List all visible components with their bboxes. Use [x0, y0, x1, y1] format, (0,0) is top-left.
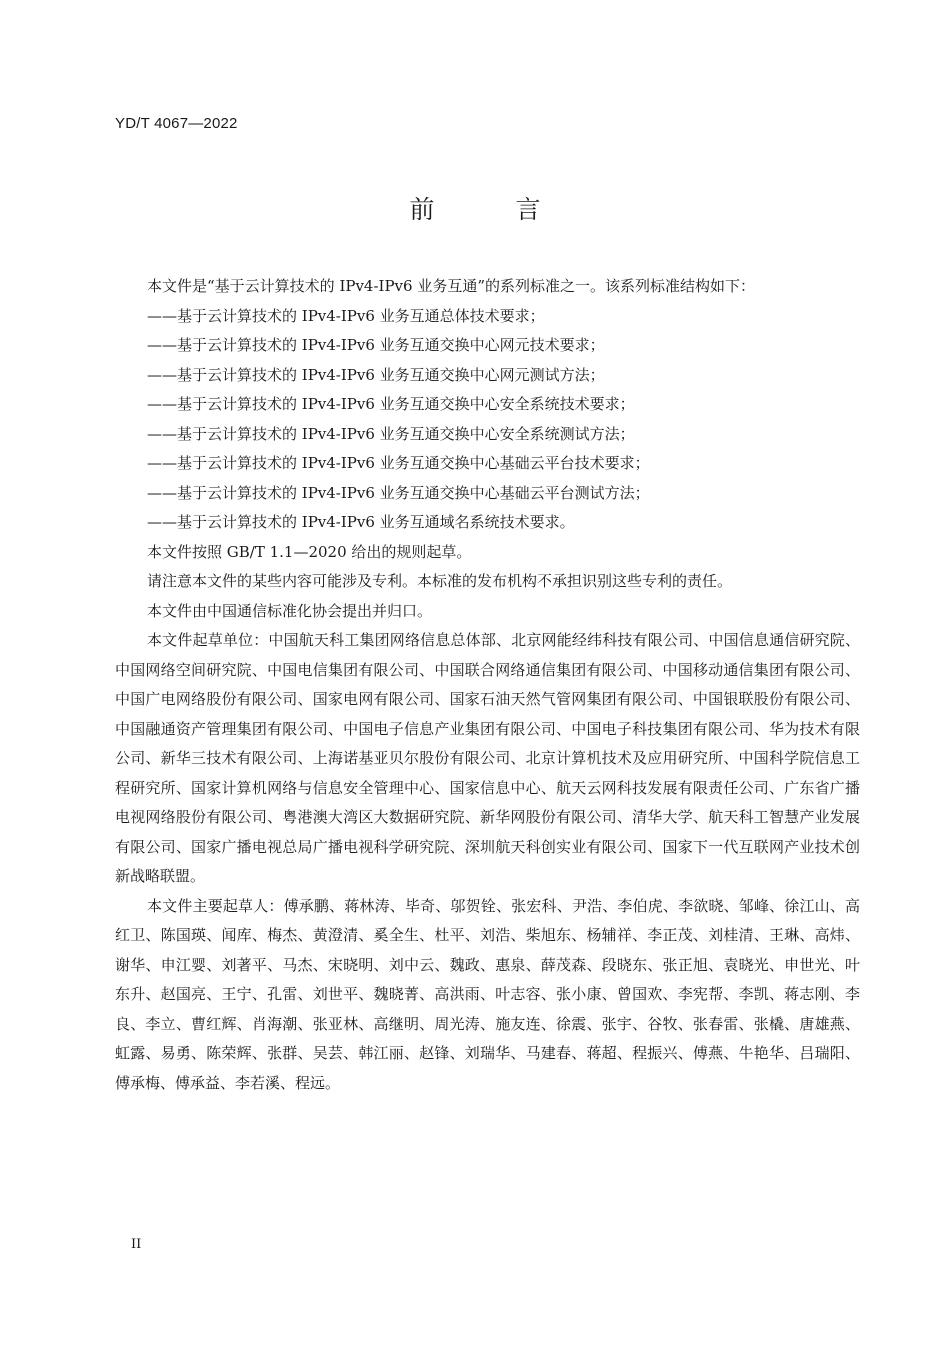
drafting-units-paragraph: 本文件起草单位：中国航天科工集团网络信息总体部、北京网能经纬科技有限公司、中国信息通信研究院、中国网络空间研究院、中国电信集团有限公司、中国联合网络通信集团有限公司、中国移动通信集团有限公司、中国广电网络股份有限公司、国家电网有限公司、国家石油天然气管网集团有限公司、中国银联股份有限公司、中国融通资产管理集团有限公司、中国电子信息产业集团有限公司、中国电子科技集团有限公司、华为技术有限公司、新华三技术有限公司、上海诺基亚贝尔股份有限公司、北京计算机技术及应用研究所、中国科学院信息工程研究所、国家计算机网络与信息安全管理中心、国家信息中心、航天云网科技发展有限责任公司、广东省广播电视网络股份有限公司、粤港澳大湾区大数据研究院、新华网股份有限公司、清华大学、航天科工智慧产业发展有限公司、国家广播电视总局广播电视科学研究院、深圳航天科创实业有限公司、国家下一代互联网产业技术创新战略联盟。: [115, 631, 860, 885]
series-item: ——基于云计算技术的 IPv4-IPv6 业务互通交换中心网元测试方法；: [147, 365, 605, 384]
patent-notice-paragraph: 请注意本文件的某些内容可能涉及专利。本标准的发布机构不承担识别这些专利的责任。: [147, 572, 733, 590]
page-number: II: [131, 1237, 142, 1252]
series-item: ——基于云计算技术的 IPv4-IPv6 业务互通交换中心基础云平台测试方法；: [147, 483, 650, 502]
series-item: ——基于云计算技术的 IPv4-IPv6 业务互通交换中心网元技术要求；: [147, 336, 605, 354]
series-item: ——基于云计算技术的 IPv4-IPv6 业务互通交换中心安全系统技术要求；: [147, 395, 635, 413]
series-item: ——基于云计算技术的 IPv4-IPv6 业务互通交换中心基础云平台技术要求；: [147, 454, 650, 472]
drafters-paragraph: 本文件主要起草人：傅承鹏、蒋林涛、毕奇、邬贺铨、张宏科、尹浩、李伯虎、李欲晓、邹峰、徐江山、高红卫、陈国瑛、闻库、梅杰、黄澄清、奚全生、杜平、刘浩、柴旭东、杨辅祥、李正茂、刘桂清、王琳、高炜、谢华、申江婴、刘著平、马杰、宋晓明、刘中云、魏政、惠泉、薛茂森、段晓东、张正旭、袁晓光、申世光、叶东升、赵国亮、王宁、孔雷、刘世平、魏晓菁、高洪雨、叶志容、张小康、曾国欢、李宪帮、李凯、蒋志刚、李良、李立、曹红辉、肖海潮、张亚林、高继明、周光涛、施友连、徐震、张宇、谷牧、张春雷、张橇、唐雄燕、虹露、易勇、陈荣辉、张群、吴芸、韩江丽、赵锋、刘瑞华、马建春、蒋超、程振兴、傅燕、牛艳华、吕瑞阳、傅承梅、傅承益、李若溪、程远。: [115, 896, 860, 1092]
proposer-paragraph: 本文件由中国通信标准化协会提出并归口。: [147, 601, 433, 620]
drafting-rule-paragraph: 本文件按照 GB/T 1.1—2020 给出的规则起草。: [147, 542, 472, 561]
series-item: ——基于云计算技术的 IPv4-IPv6 业务互通总体技术要求；: [147, 306, 545, 325]
page-title: 前 言: [409, 195, 569, 224]
series-item: ——基于云计算技术的 IPv4-IPv6 业务互通交换中心安全系统测试方法；: [147, 424, 635, 443]
foreword-body: [115, 272, 860, 1098]
intro-paragraph: 本文件是“基于云计算技术的 IPv4-IPv6 业务互通”的系列标准之一。该系列标准结构如下：: [147, 277, 756, 295]
standard-code: YD/T 4067—2022: [115, 115, 238, 132]
series-item: ——基于云计算技术的 IPv4-IPv6 业务互通域名系统技术要求。: [147, 513, 575, 531]
